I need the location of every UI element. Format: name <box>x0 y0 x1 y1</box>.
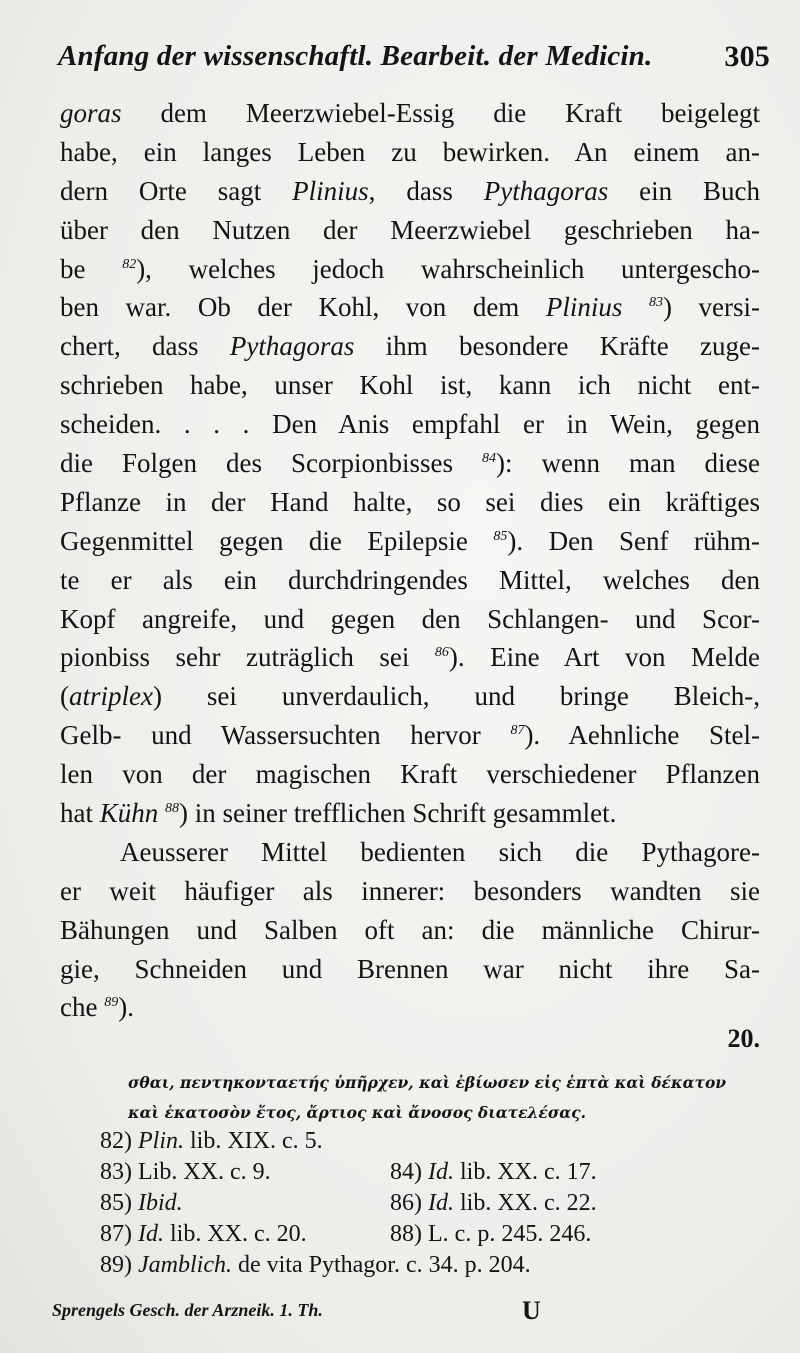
text-line <box>60 794 760 833</box>
running-header <box>58 40 770 80</box>
footnote-entry <box>100 1190 183 1217</box>
text-line <box>60 366 760 405</box>
text-line <box>60 677 760 716</box>
footnote-entry <box>100 1252 531 1279</box>
text-run: Pflanze in der Hand halte, so sei dies ein kräftiges <box>60 486 760 517</box>
footnote-locator: lib. XX. c. 22. <box>454 1190 597 1216</box>
footnote-number: 84) <box>390 1159 428 1185</box>
italic-name: Plinius <box>292 175 369 206</box>
text-line <box>60 561 760 600</box>
footnote-reference: 84 <box>482 451 497 467</box>
footnote-reference: 85 <box>493 528 508 544</box>
text-run: ): wenn man diese <box>496 448 761 479</box>
footnote-entry <box>100 1159 271 1186</box>
text-line <box>60 483 760 522</box>
text-run: be <box>60 253 123 284</box>
text-run: ben war. Ob der Kohl, von dem <box>60 292 546 323</box>
footnote-reference: 83 <box>648 295 663 311</box>
italic-name: Kühn <box>99 798 159 829</box>
text-run: len von der magischen Kraft verschiedener Pflanzen <box>60 759 760 790</box>
text-run: schrieben habe, unser Kohl ist, kann ich nicht ent- <box>60 370 760 401</box>
text-run: ihm besondere Kräfte zuge- <box>354 331 760 362</box>
text-run: die Folgen des Scorpionbisses <box>60 448 483 479</box>
text-run: che <box>60 992 105 1023</box>
text-line <box>60 988 760 1027</box>
footnote-entry <box>100 1128 323 1155</box>
footnote-row <box>100 1252 760 1283</box>
text-line <box>60 327 760 366</box>
text-run: ), welches jedoch wahrscheinlich untergescho- <box>136 253 761 284</box>
footnote-reference: 82 <box>122 256 137 272</box>
text-run: pionbiss sehr zuträglich sei <box>60 642 435 673</box>
footnote-row <box>100 1159 760 1190</box>
greek-line: σθαι, πεντηκονταετής ὑπῆρχεν, καὶ ἐβίωσεν εἰς ἑπτὰ καὶ δέκατον <box>128 1073 727 1092</box>
footnote-reference: 89 <box>104 995 119 1011</box>
italic-name: Pythagoras <box>229 331 355 362</box>
footnote-entry <box>100 1221 307 1248</box>
page-number: 305 <box>724 40 770 73</box>
italic-name: goras <box>60 98 122 128</box>
text-line <box>60 133 760 172</box>
text-line <box>60 522 760 561</box>
footnote-locator: c. p. 245. 246. <box>448 1221 592 1247</box>
text-run: habe, ein langes Leben zu bewirken. An einem an- <box>60 136 760 167</box>
footnote-row <box>100 1190 760 1221</box>
text-run: ). Eine Art von Melde <box>448 642 760 673</box>
text-run: dem Meerzwiebel-Essig die Kraft beigelegt <box>121 98 760 128</box>
footnote-row <box>100 1221 760 1252</box>
text-run: ( <box>60 681 69 712</box>
text-line <box>60 716 760 755</box>
text-run <box>622 292 649 322</box>
text-line <box>60 755 760 794</box>
footnote-source: Id. <box>428 1190 454 1216</box>
text-run: Aeusserer Mittel bedienten sich die Pythagore- <box>120 836 760 867</box>
text-run: ). Den Senf rühm- <box>507 525 761 556</box>
italic-name: Plinius <box>545 292 623 323</box>
signature-text: Sprengels Gesch. der Arzneik. 1. Th. <box>52 1300 323 1320</box>
text-line <box>60 911 760 950</box>
footnote-locator: lib. XX. c. 20. <box>164 1221 307 1247</box>
greek-footnote-continuation <box>128 1068 770 1128</box>
running-title: Anfang der wissenschaftl. Bearbeit. der Medicin. <box>58 40 653 72</box>
text-run: Gegenmittel gegen die Epilepsie <box>60 525 494 556</box>
text-run <box>158 798 165 828</box>
signature-letter: U <box>522 1296 541 1325</box>
footnote-source: L. <box>428 1221 449 1247</box>
footnote-locator: de vita Pythagor. c. 34. p. 204. <box>231 1252 531 1278</box>
footnote-source: Plin. <box>138 1128 184 1154</box>
text-run: er weit häufiger als innerer: besonders wandten sie <box>60 875 760 906</box>
main-text <box>60 94 760 1027</box>
text-run: scheiden. . . . Den Anis empfahl er in Wein, gegen <box>60 409 760 440</box>
text-run: hat <box>60 798 100 829</box>
text-line <box>60 250 760 289</box>
footnote-reference: 88 <box>165 801 180 817</box>
footnote-reference: 87 <box>510 723 525 739</box>
footnote-number: 87) <box>100 1221 138 1247</box>
footnote-locator: XX. c. 9. <box>177 1159 271 1185</box>
text-line <box>60 172 760 211</box>
footnote-locator: lib. XIX. c. 5. <box>184 1128 323 1154</box>
footnote-number: 85) <box>100 1190 138 1216</box>
text-run: Gelb- und Wassersuchten hervor <box>60 720 511 751</box>
footnote-reference: 86 <box>434 645 449 661</box>
footnote-source: Id. <box>428 1159 454 1185</box>
footnote-number: 89) <box>100 1252 138 1278</box>
text-run: , dass <box>368 175 484 206</box>
footnote-number: 86) <box>390 1190 428 1216</box>
footnote-row <box>100 1128 760 1159</box>
text-run: gie, Schneiden und Brennen war nicht ihre Sa- <box>60 953 760 984</box>
text-run: ein Buch <box>608 175 761 206</box>
footnote-number: 83) <box>100 1159 138 1185</box>
text-line <box>60 211 760 250</box>
text-run: chert, dass <box>60 331 230 362</box>
text-run: ). <box>118 992 134 1023</box>
footnote-source: Jamblich. <box>138 1252 232 1278</box>
footnotes <box>100 1128 760 1283</box>
text-line <box>60 600 760 639</box>
text-line <box>60 288 760 327</box>
footnote-entry <box>390 1190 597 1217</box>
text-run: Kopf angreife, und gegen den Schlangen- und Scor- <box>60 603 760 634</box>
text-run: Bähungen und Salben oft an: die männliche Chirur- <box>60 914 760 945</box>
printer-signature-line <box>52 1296 752 1330</box>
text-line <box>60 638 760 677</box>
footnote-number: 88) <box>390 1221 428 1247</box>
italic-name: atriplex <box>69 681 153 712</box>
text-line <box>60 950 760 989</box>
italic-name: Pythagoras <box>483 175 609 206</box>
text-line <box>60 833 760 872</box>
footnote-entry <box>390 1159 597 1186</box>
footnote-source: Lib. <box>138 1159 178 1185</box>
footnote-entry <box>390 1221 591 1248</box>
text-line <box>60 94 760 133</box>
text-run: ) in seiner trefflichen Schrift gesammlet. <box>179 798 617 829</box>
footnote-source: Ibid. <box>138 1190 183 1216</box>
footnote-number: 82) <box>100 1128 138 1154</box>
footnote-source: Id. <box>138 1221 164 1247</box>
text-run: dern Orte sagt <box>60 175 293 206</box>
text-run: ) versi- <box>662 292 761 323</box>
text-line <box>60 405 760 444</box>
signature-mark: 20. <box>727 1024 760 1053</box>
footnote-locator: lib. XX. c. 17. <box>454 1159 597 1185</box>
text-run: te er als ein durchdringendes Mittel, welches den <box>60 564 760 595</box>
text-run: über den Nutzen der Meerzwiebel geschrieben ha- <box>60 214 760 245</box>
text-line <box>60 872 760 911</box>
text-run: ). Aehnliche Stel- <box>524 720 760 751</box>
text-line <box>60 444 760 483</box>
text-run: ) sei unverdaulich, und bringe Bleich-, <box>152 681 760 712</box>
greek-line: καὶ ἑκατοσὸν ἔτος, ἄρτιος καὶ ἄνοσος διατελέσας. <box>128 1103 587 1122</box>
